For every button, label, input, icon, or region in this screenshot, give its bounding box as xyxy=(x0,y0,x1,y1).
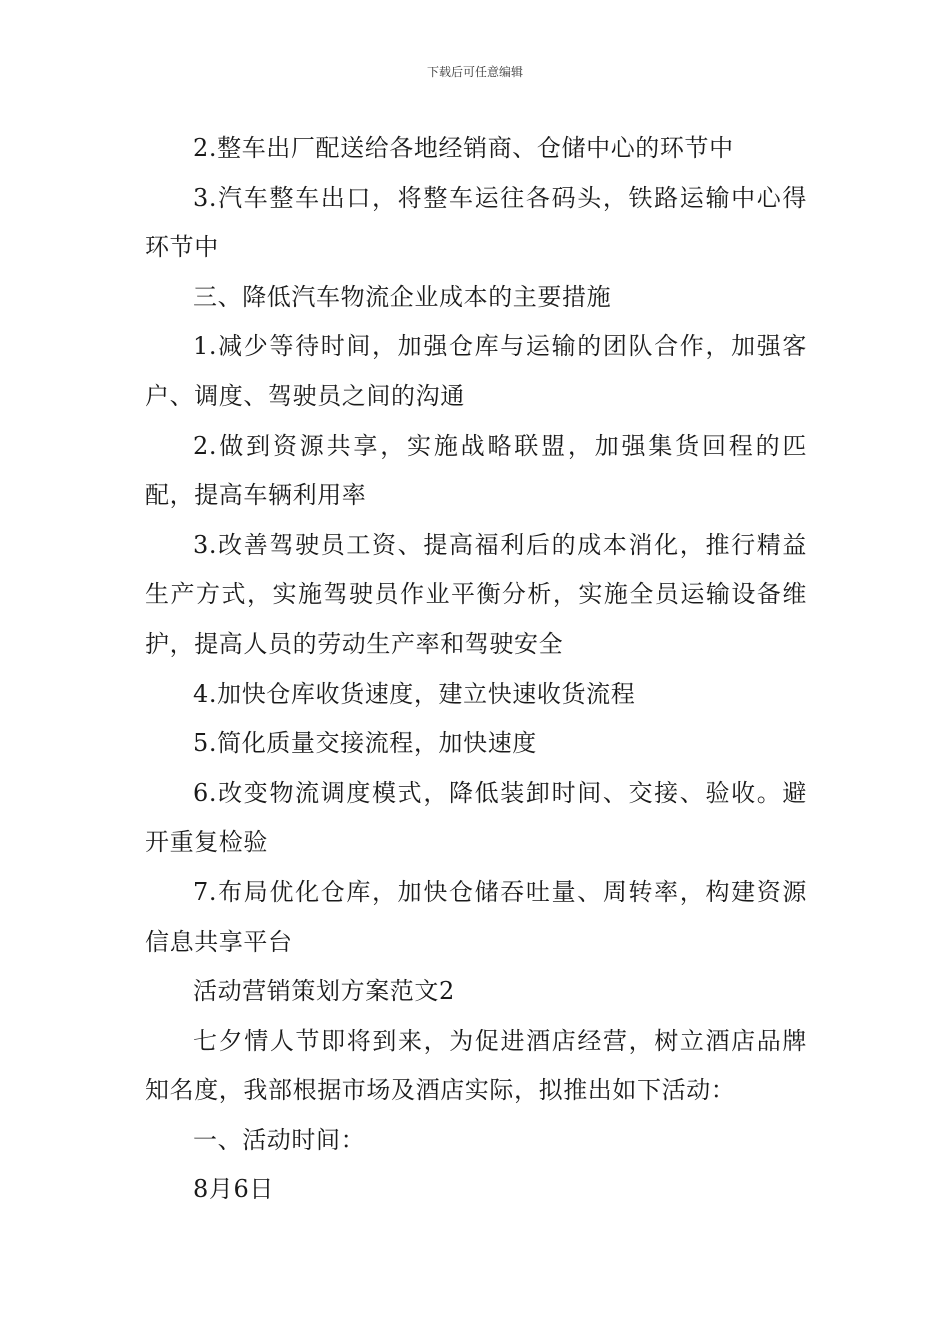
paragraph-measure-5: 5.简化质量交接流程，加快速度 xyxy=(193,729,537,758)
paragraph-export: 3.汽车整车出口，将整车运往各码头，铁路运输中心得环节中 xyxy=(145,183,807,262)
page-header-note: 下载后可任意编辑 xyxy=(426,65,523,79)
paragraph-distribution: 2.整车出厂配送给各地经销商、仓储中心的环节中 xyxy=(193,134,734,162)
paragraph-measure-1: 1.减少等待时间，加强仓库与运输的团队合作，加强客户、调度、驾驶员之间的沟通 xyxy=(145,332,807,410)
paragraph-measure-4: 4.加快仓库收货速度，建立快速收货流程 xyxy=(193,679,636,708)
section-heading-measures: 三、降低汽车物流企业成本的主要措施 xyxy=(193,282,612,311)
paragraph-date: 8月6日 xyxy=(193,1175,274,1204)
paragraph-intro-qixi: 七夕情人节即将到来，为促进酒店经营，树立酒店品牌知名度，我部根据市场及酒店实际，拟推出如下活动： xyxy=(145,1026,807,1105)
paragraph-measure-2: 2.做到资源共享，实施战略联盟，加强集货回程的匹配，提高车辆利用率 xyxy=(145,431,807,510)
paragraph-measure-6: 6.改变物流调度模式，降低装卸时间、交接、验收。避开重复检验 xyxy=(145,778,807,857)
paragraph-measure-3: 3.改善驾驶员工资、提高福利后的成本消化，推行精益生产方式，实施驾驶员作业平衡分析，实施全员运输设备维护，提高人员的劳动生产率和驾驶安全 xyxy=(145,530,807,658)
section-title-plan-2: 活动营销策划方案范文2 xyxy=(193,977,455,1006)
section-heading-activity-time: 一、活动时间： xyxy=(193,1125,366,1154)
document-body xyxy=(145,124,807,1215)
paragraph-measure-7: 7.布局优化仓库，加快仓储吞吐量、周转率，构建资源信息共享平台 xyxy=(145,877,807,956)
